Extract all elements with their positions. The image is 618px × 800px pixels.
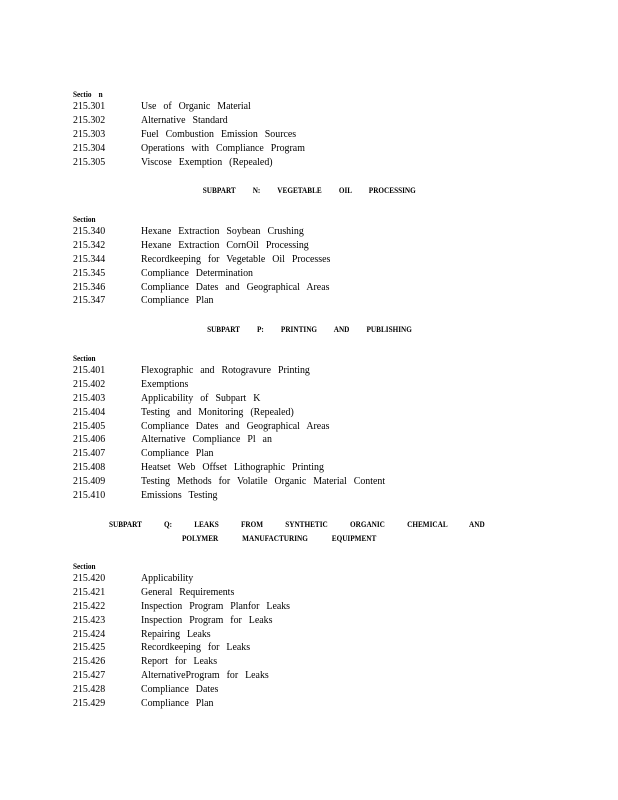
toc-row xyxy=(73,475,533,489)
section-title: Recordkeeping for Leaks xyxy=(141,641,251,654)
section-number: 215.403 xyxy=(73,391,106,404)
section-number: 215.345 xyxy=(73,266,106,279)
section-block xyxy=(73,88,533,169)
toc-row xyxy=(73,572,533,586)
section-number: 215.302 xyxy=(73,113,106,126)
section-number: 215.424 xyxy=(73,627,106,640)
section-title: Applicability of Subpart K xyxy=(141,391,261,404)
section-number: 215.402 xyxy=(73,377,106,390)
section-title: Operations with Compliance Program xyxy=(141,141,305,154)
section-heading: Section xyxy=(73,561,96,571)
section-heading: Sectio n xyxy=(73,89,103,99)
section-number: 215.404 xyxy=(73,405,106,418)
section-title: Viscose Exemption (Repealed) xyxy=(141,155,273,168)
section-number: 215.422 xyxy=(73,599,106,612)
subpart-p-heading: SUBPART P: PRINTING AND PUBLISHING xyxy=(206,324,412,334)
section-number: 215.429 xyxy=(73,697,106,710)
toc-row xyxy=(73,239,533,253)
section-title: Recordkeeping for Vegetable Oil Processes xyxy=(141,252,331,265)
section-title: Report for Leaks xyxy=(141,655,218,668)
section-number: 215.305 xyxy=(73,155,106,168)
section-number: 215.347 xyxy=(73,294,106,307)
section-heading: Section xyxy=(73,353,96,363)
toc-row xyxy=(73,586,533,600)
section-number: 215.301 xyxy=(73,100,106,112)
toc-row xyxy=(73,669,533,683)
section-number: 215.342 xyxy=(73,238,106,251)
section-block xyxy=(73,560,533,711)
section-number: 215.420 xyxy=(73,572,106,584)
section-title: Compliance Dates and Geographical Areas xyxy=(141,280,330,293)
section-number: 215.344 xyxy=(73,252,106,265)
section-number: 215.410 xyxy=(73,489,106,502)
section-title: Hexane Extraction Soybean Crushing xyxy=(141,225,304,237)
section-title: Exemptions xyxy=(141,377,189,390)
toc-row xyxy=(73,142,533,156)
section-number: 215.421 xyxy=(73,585,106,598)
section-title: Alternative Standard xyxy=(141,113,228,126)
toc-row xyxy=(73,655,533,669)
section-number: 215.408 xyxy=(73,461,106,474)
toc-row xyxy=(73,641,533,655)
section-title: Compliance Determination xyxy=(141,266,253,279)
subpart-n-heading: SUBPART N: VEGETABLE OIL PROCESSING xyxy=(202,185,416,195)
toc-row xyxy=(73,378,533,392)
section-title: Compliance Plan xyxy=(141,447,214,460)
toc-row xyxy=(73,600,533,614)
section-number: 215.406 xyxy=(73,433,106,446)
toc-row xyxy=(73,489,533,503)
section-block xyxy=(73,213,533,308)
toc-row xyxy=(73,128,533,142)
toc-row xyxy=(73,100,533,114)
section-number: 215.340 xyxy=(73,225,106,237)
section-title: Applicability xyxy=(141,572,194,584)
toc-row xyxy=(73,281,533,295)
section-title: Testing and Monitoring (Repealed) xyxy=(141,405,294,418)
section-number: 215.409 xyxy=(73,475,106,488)
section-number: 215.303 xyxy=(73,127,106,140)
section-title: AlternativeProgram for Leaks xyxy=(141,669,269,682)
section-number: 215.426 xyxy=(73,655,106,668)
toc-row xyxy=(73,614,533,628)
toc-row xyxy=(73,392,533,406)
subpart-q-line-2: POLYMER MANUFACTURING EQUIPMENT xyxy=(182,533,377,543)
section-title: Repairing Leaks xyxy=(141,627,211,640)
toc-row xyxy=(73,697,533,711)
section-title: Compliance Dates xyxy=(141,683,219,696)
toc-row xyxy=(73,628,533,642)
section-title: Compliance Dates and Geographical Areas xyxy=(141,419,330,432)
toc-row xyxy=(73,253,533,267)
toc-row xyxy=(73,267,533,281)
toc-row xyxy=(73,420,533,434)
section-number: 215.346 xyxy=(73,280,106,293)
section-title: Hexane Extraction CornOil Processing xyxy=(141,238,309,251)
section-title: Compliance Plan xyxy=(141,294,214,307)
section-number: 215.423 xyxy=(73,613,106,626)
section-number: 215.425 xyxy=(73,641,106,654)
section-title: Compliance Plan xyxy=(141,697,214,710)
toc-row xyxy=(73,114,533,128)
section-title: Fuel Combustion Emission Sources xyxy=(141,127,297,140)
section-title: Emissions Testing xyxy=(141,489,218,502)
section-title: General Requirements xyxy=(141,585,235,598)
section-title: Alternative Compliance Pl an xyxy=(141,433,272,446)
section-title: Use of Organic Material xyxy=(141,100,251,112)
section-title: Inspection Program Planfor Leaks xyxy=(141,599,291,612)
toc-row xyxy=(73,406,533,420)
toc-row xyxy=(73,433,533,447)
section-title: Heatset Web Offset Lithographic Printing xyxy=(141,461,324,474)
section-number: 215.427 xyxy=(73,669,106,682)
toc-row xyxy=(73,364,533,378)
section-number: 215.405 xyxy=(73,419,106,432)
section-number: 215.401 xyxy=(73,364,106,376)
section-number: 215.304 xyxy=(73,141,106,154)
section-heading: Section xyxy=(73,214,96,224)
section-number: 215.428 xyxy=(73,683,106,696)
toc-row xyxy=(73,294,533,308)
section-title: Flexographic and Rotogravure Printing xyxy=(141,364,310,376)
toc-row xyxy=(73,461,533,475)
toc-row xyxy=(73,447,533,461)
section-block xyxy=(73,352,533,503)
section-title: Testing Methods for Volatile Organic Material Content xyxy=(141,475,386,488)
subpart-q-line-1: SUBPART Q: LEAKS FROM SYNTHETIC ORGANIC CHEMICAL AND xyxy=(109,519,485,529)
toc-row xyxy=(73,225,533,239)
toc-row xyxy=(73,156,533,170)
section-number: 215.407 xyxy=(73,447,106,460)
section-title: Inspection Program for Leaks xyxy=(141,613,273,626)
toc-row xyxy=(73,683,533,697)
